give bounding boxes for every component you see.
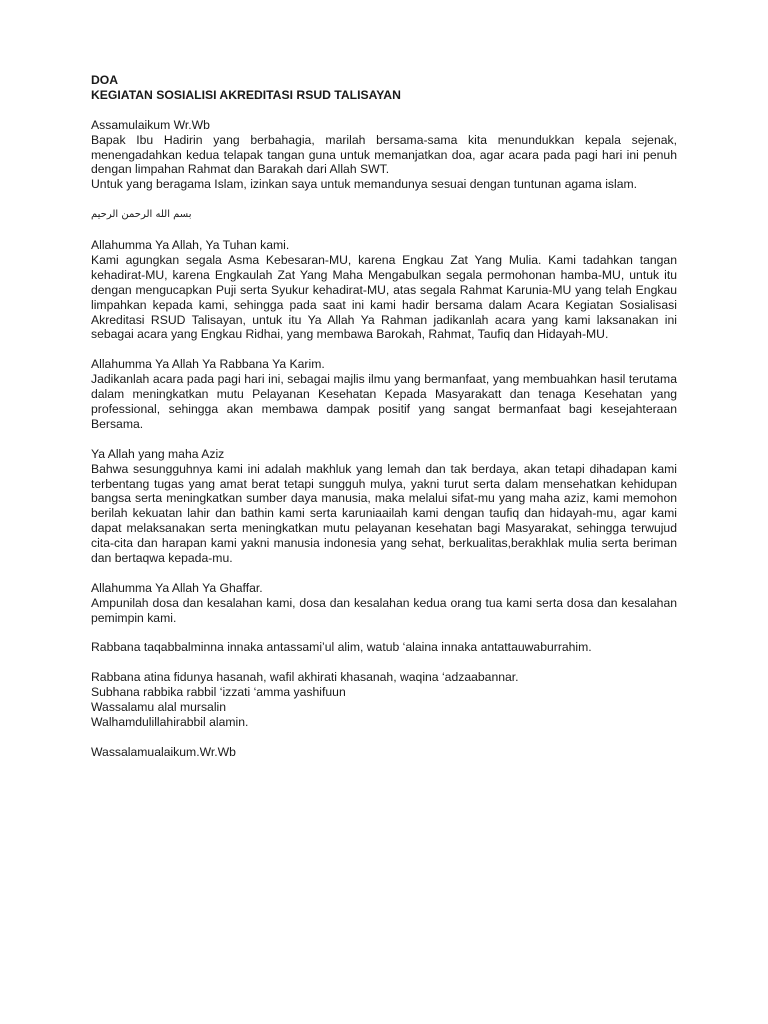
greeting: Assamulaikum Wr.Wb (91, 117, 210, 132)
prayer-section-3 (91, 447, 677, 566)
prayer-section-5 (91, 640, 677, 655)
prayer-section-1 (91, 238, 677, 342)
section-heading: Allahumma Ya Allah, Ya Tuhan kami. (91, 238, 290, 253)
section-body: Ampunilah dosa dan kesalahan kami, dosa dan kesalahan kedua orang tua kami serta dosa dan kesalahan pemimpin kami. (91, 595, 677, 625)
document-page (91, 73, 677, 760)
prayer-section-2 (91, 357, 677, 432)
opening-paragraph: Bapak Ibu Hadirin yang berbahagia, marilah bersama-sama kita menundukkan kepala sejenak, menengadahkan kedua telapak tangan guna untuk memanjatkan doa, agar acara pada pagi hari ini penuh dengan limpahan Rahmat dan Barakah dari Allah SWT. (91, 132, 677, 177)
section-body: Kami agungkan segala Asma Kebesaran-MU, karena Engkau Zat Yang Mulia. Kami tadahkan tangan kehadirat-MU, karena Engkaulah Zat Yang Maha Mengabulkan segala permohonan hamba-MU, untuk itu dengan mengucapkan Puji serta Syukur kehadirat-MU, atas segala Rahmat Karunia-MU yang telah Engkau limpahkan kepada kami, sehingga pada saat ini kami hadir bersama dalam Acara Kegiatan Sosialisasi Akreditasi RSUD Talisayan, untuk itu Ya Allah Ya Rahman jadikanlah acara yang kami laksanakan ini sebagai acara yang Engkau Ridhai, yang membawa Barokah, Rahmat, Taufiq dan Hidayah-MU. (91, 252, 677, 342)
section-heading: Allahumma Ya Allah Ya Rabbana Ya Karim. (91, 357, 325, 372)
opening-paragraph-2: Untuk yang beragama Islam, izinkan saya untuk memandunya sesuai dengan tuntunan agama islam. (91, 177, 638, 192)
section-body: Jadikanlah acara pada pagi hari ini, sebagai majlis ilmu yang bermanfaat, yang membuahkan hasil terutama dalam meningkatkan mutu Pelayanan Kesehatan Kepada Masyarakatt dan tenaga Kesehatan yang professional, sehingga akan membawa dampak positif yang sangat bermanfaat bagi kesejahteraan Bersama. (91, 372, 677, 431)
prayer-section-4 (91, 581, 677, 626)
closing-section (91, 670, 677, 730)
farewell-section (91, 745, 677, 760)
farewell: Wassalamualaikum.Wr.Wb (91, 744, 236, 759)
document-header (91, 73, 677, 103)
prayer-line: Rabbana taqabbalminna innaka antassami’ul alim, watub ‘alaina innaka antattauwaburrahim. (91, 640, 592, 655)
section-body: Bahwa sesungguhnya kami ini adalah makhluk yang lemah dan tak berdaya, akan tetapi dihadapan kami terbentang tugas yang amat berat tetapi sungguh mulya, yakni turut serta dalam mensehatkan kehidupan bangsa serta meningkatkan sumber daya manusia, maka melalui sifat-mu yang maha aziz, kami memohon berilah kekuatan lahir dan bathin kami serta karuniaailah kami dengan taufiq dan hidayah-mu, agar kami dapat melaksanakan serta meningkatkan mutu pelayanan kesehatan bagi Masyarakat, sehingga terwujud cita-cita dan harapan kami yakni manusia indonesia yang sehat, berkualitas,berakhlak mulia serta beriman dan bertaqwa kepada-mu. (91, 461, 677, 566)
section-heading: Ya Allah yang maha Aziz (91, 446, 225, 461)
closing-line: Walhamdulillahirabbil alamin. (91, 714, 249, 729)
opening-section (91, 118, 677, 193)
doc-title: DOA (91, 73, 119, 87)
doc-subtitle: KEGIATAN SOSIALISI AKREDITASI RSUD TALISAYAN (91, 87, 401, 102)
closing-line: Rabbana atina fidunya hasanah, wafil akhirati khasanah, waqina ‘adzaabannar. (91, 670, 519, 685)
closing-line: Subhana rabbika rabbil ‘izzati ‘amma yashifuun (91, 685, 346, 700)
basmalah: بسم الله الرحمن الرحيم (91, 209, 192, 221)
closing-line: Wassalamu alal mursalin (91, 700, 227, 715)
section-heading: Allahumma Ya Allah Ya Ghaffar. (91, 580, 263, 595)
